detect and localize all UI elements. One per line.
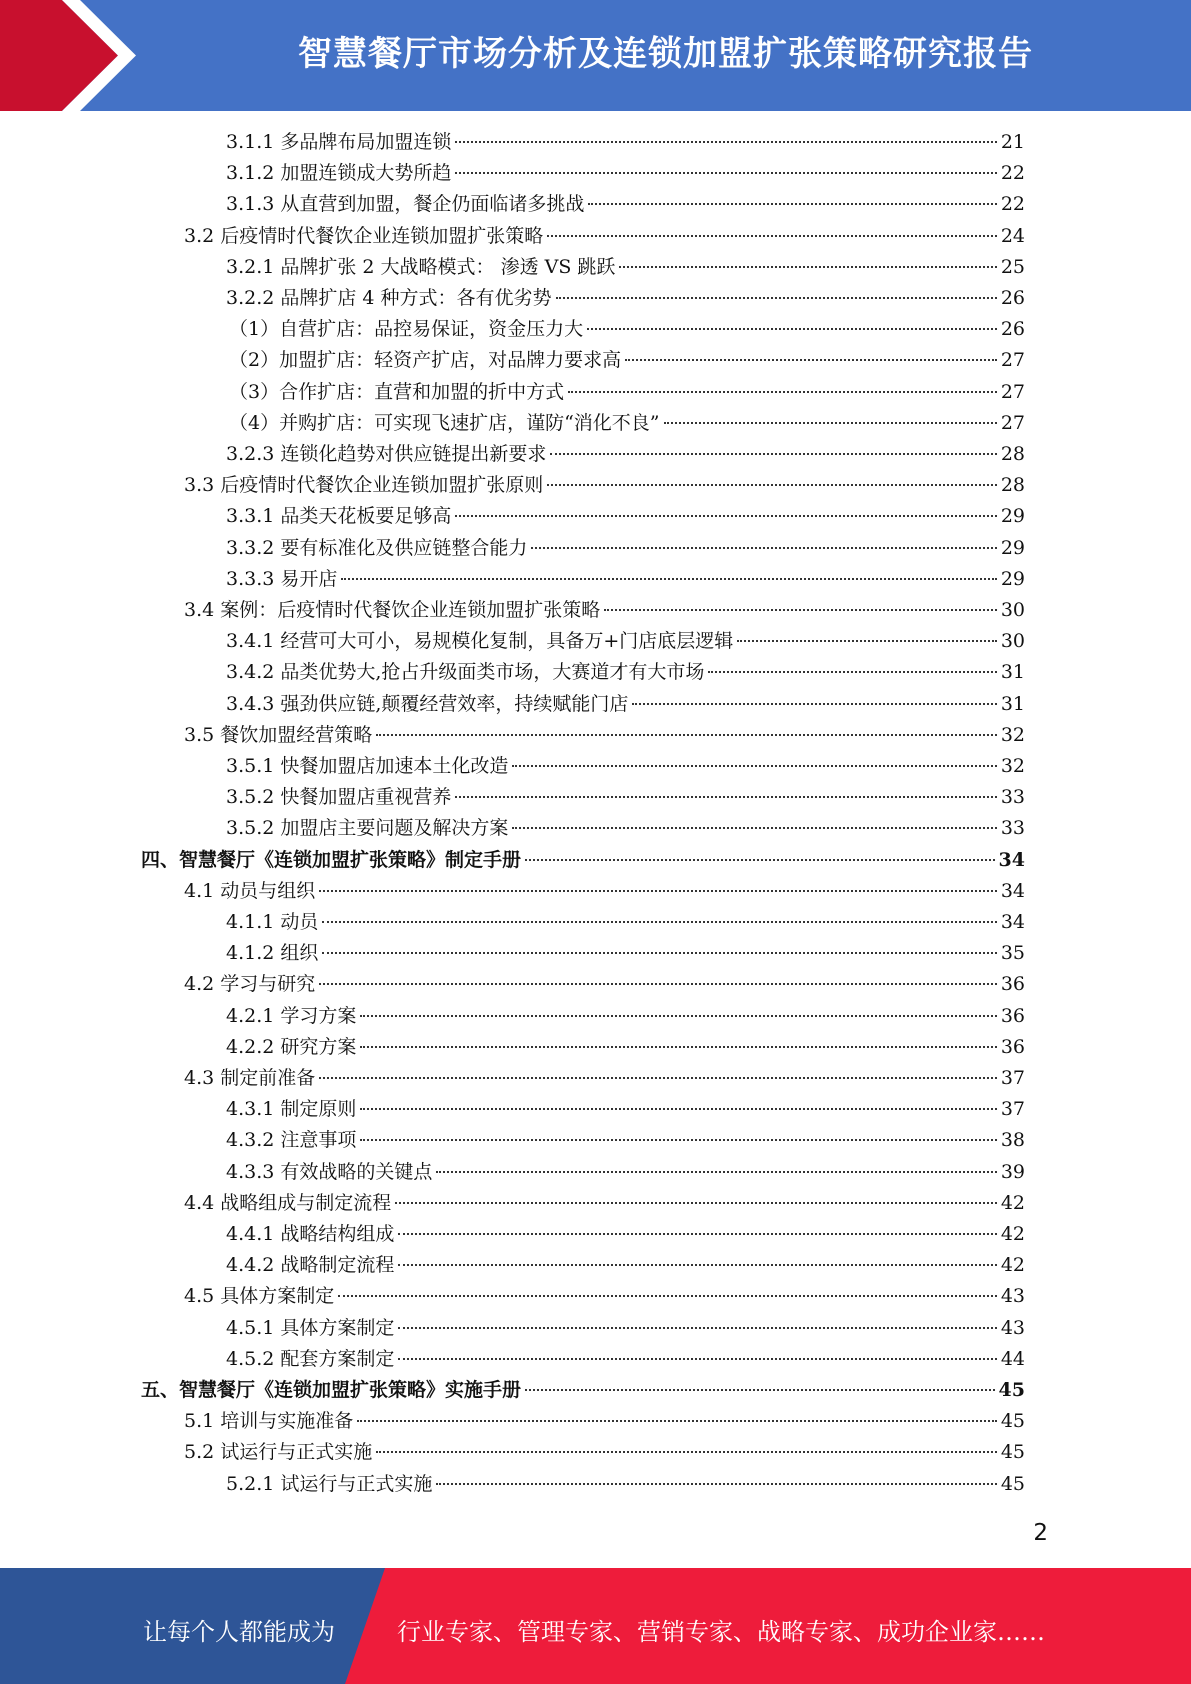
toc-entry-label: 3.4.2 品类优势大,抢占升级面类市场，大赛道才有大市场 (226, 661, 705, 684)
toc-entry-label: 3.5.2 快餐加盟店重视营养 (226, 786, 452, 809)
toc-leader-dots (398, 1327, 996, 1329)
toc-entry-label: （2）加盟扩店：轻资产扩店，对品牌力要求高 (229, 349, 622, 372)
toc-entry[interactable] (226, 252, 1025, 283)
toc-leader-dots (319, 890, 997, 892)
toc-leader-dots (525, 859, 995, 861)
toc-entry-label: 4.5.1 具体方案制定 (226, 1316, 395, 1339)
toc-entry-label: 4.4 战略组成与制定流程 (184, 1191, 392, 1214)
toc-entry-page: 27 (1000, 411, 1025, 434)
toc-entry-label: （3）合作扩店：直营和加盟的折中方式 (229, 380, 565, 403)
toc-entry-label: 3.2.1 品牌扩张 2 大战略模式： 渗透 VS 跳跃 (226, 255, 616, 278)
toc-entry[interactable] (229, 408, 1025, 439)
toc-leader-dots (512, 827, 996, 829)
toc-entry-page: 22 (1000, 162, 1025, 185)
toc-entry-page: 45 (1000, 1441, 1025, 1464)
toc-entry-label: 4.4.1 战略结构组成 (226, 1223, 395, 1245)
toc-entry[interactable] (226, 189, 1025, 220)
toc-entry-page: 33 (1000, 786, 1025, 809)
toc-entry[interactable] (226, 907, 1025, 938)
toc-entry-label: 4.3.2 注意事项 (226, 1129, 357, 1152)
toc-entry[interactable] (184, 720, 1025, 751)
toc-entry-page: 45 (1000, 1410, 1025, 1433)
toc-entry-page: 26 (1000, 318, 1025, 341)
toc-entry[interactable] (226, 689, 1025, 720)
toc-entry-label: 4.2 学习与研究 (184, 973, 316, 996)
toc-entry[interactable] (226, 782, 1025, 813)
toc-leader-dots (357, 1420, 997, 1422)
toc-entry-page: 35 (1000, 942, 1025, 965)
footer-slogan-right: 行业专家、管理专家、营销专家、战略专家、成功企业家…… (397, 1618, 1045, 1646)
toc-entry[interactable] (226, 1125, 1025, 1156)
toc-entry-label: 5.1 培训与实施准备 (184, 1410, 354, 1433)
toc-entry-label: 3.3.1 品类天花板要足够高 (226, 505, 452, 528)
toc-entry[interactable] (141, 1375, 1025, 1406)
toc-entry-label: 4.2.2 研究方案 (226, 1035, 357, 1058)
toc-entry-page: 45 (998, 1379, 1025, 1401)
toc-entry-page: 24 (1000, 224, 1025, 247)
toc-entry-page: 21 (1000, 131, 1025, 153)
toc-entry-page: 39 (1000, 1160, 1025, 1183)
toc-leader-dots (547, 235, 997, 237)
toc-entry-page: 32 (1000, 723, 1025, 746)
toc-leader-dots (737, 640, 997, 642)
toc-leader-dots (319, 1077, 997, 1079)
toc-entry-page: 44 (1000, 1347, 1025, 1370)
toc-entry-page: 38 (1000, 1129, 1025, 1152)
toc-leader-dots (455, 515, 996, 517)
toc-entry[interactable] (229, 377, 1025, 408)
toc-entry-page: 37 (1000, 1067, 1025, 1089)
toc-leader-dots (455, 796, 996, 798)
toc-entry-label: 4.2.1 学习方案 (226, 1004, 357, 1027)
toc-entry-page: 28 (1000, 474, 1025, 497)
toc-entry-label: 4.5.2 配套方案制定 (226, 1347, 395, 1370)
toc-entry-page: 42 (1000, 1254, 1025, 1277)
toc-entry-page: 32 (1000, 755, 1025, 777)
toc-leader-dots (625, 359, 997, 361)
toc-entry[interactable] (229, 345, 1025, 376)
toc-leader-dots (398, 1358, 996, 1360)
toc-entry-label: 4.1.2 组织 (226, 942, 319, 965)
toc-entry-label: 3.5.1 快餐加盟店加速本土化改造 (226, 755, 509, 777)
toc-entry[interactable] (184, 595, 1025, 626)
toc-entry[interactable] (226, 1250, 1025, 1281)
toc-entry[interactable] (226, 1032, 1025, 1063)
toc-leader-dots (436, 1483, 996, 1485)
toc-entry-label: 3.3.3 易开店 (226, 567, 338, 590)
toc-leader-dots (455, 172, 996, 174)
toc-entry-page: 34 (1000, 911, 1025, 933)
toc-leader-dots (376, 734, 997, 736)
toc-leader-dots (547, 484, 997, 486)
toc-entry[interactable] (184, 969, 1025, 1000)
toc-entry[interactable] (184, 1063, 1025, 1094)
toc-entry-page: 30 (1000, 630, 1025, 653)
toc-entry[interactable] (226, 1219, 1025, 1250)
toc-leader-dots (455, 141, 996, 143)
toc-leader-dots (395, 1202, 997, 1204)
toc-leader-dots (632, 703, 996, 705)
toc-entry-page: 36 (1000, 973, 1025, 996)
toc-entry[interactable] (226, 751, 1025, 782)
toc-entry[interactable] (226, 283, 1025, 314)
toc-entry-label: 3.2.2 品牌扩店 4 种方式：各有优劣势 (226, 287, 552, 309)
toc-entry-label: 3.1.1 多品牌布局加盟连锁 (226, 131, 452, 153)
header-band (0, 0, 1191, 111)
toc-entry[interactable] (226, 564, 1025, 595)
toc-entry[interactable] (184, 1406, 1025, 1437)
toc-entry-page: 43 (1000, 1285, 1025, 1308)
toc-entry-label: 4.5 具体方案制定 (184, 1285, 335, 1308)
toc-leader-dots (360, 1108, 996, 1110)
toc-leader-dots (360, 1046, 996, 1048)
toc-entry-label: 3.4.1 经营可大可小，易规模化复制，具备万+门店底层逻辑 (226, 630, 734, 653)
toc-leader-dots (664, 422, 997, 424)
toc-entry-page: 22 (1000, 193, 1025, 216)
toc-entry-page: 31 (1000, 661, 1025, 684)
toc-leader-dots (604, 609, 997, 611)
toc-entry[interactable] (226, 127, 1025, 158)
toc-entry[interactable] (226, 158, 1025, 189)
toc-entry-label: 3.2.3 连锁化趋势对供应链提出新要求 (226, 443, 547, 465)
toc-entry[interactable] (226, 1001, 1025, 1032)
toc-leader-dots (708, 671, 996, 673)
toc-entry-label: 4.3 制定前准备 (184, 1067, 316, 1089)
toc-entry-page: 45 (1000, 1472, 1025, 1495)
toc-leader-dots (360, 1139, 996, 1141)
toc-leader-dots (556, 297, 997, 299)
toc-entry-label: 4.4.2 战略制定流程 (226, 1254, 395, 1277)
toc-leader-dots (322, 921, 996, 923)
report-title: 智慧餐厅市场分析及连锁加盟扩张策略研究报告 (298, 34, 1033, 74)
toc-entry[interactable] (226, 1344, 1025, 1375)
toc-entry-page: 34 (1000, 879, 1025, 902)
toc-entry-label: 4.3.1 制定原则 (226, 1098, 357, 1121)
footer-band (0, 1568, 1191, 1684)
toc-entry[interactable] (226, 813, 1025, 844)
toc-entry-label: 3.4.3 强劲供应链,颠覆经营效率，持续赋能门店 (226, 692, 629, 715)
toc-entry-label: 3.3.2 要有标准化及供应链整合能力 (226, 536, 528, 559)
toc-entry[interactable] (226, 533, 1025, 564)
toc-entry[interactable] (184, 1437, 1025, 1468)
toc-entry-label: 3.4 案例：后疫情时代餐饮企业连锁加盟扩张策略 (184, 599, 601, 621)
toc-leader-dots (398, 1233, 996, 1235)
toc-entry[interactable] (226, 1157, 1025, 1188)
toc-entry[interactable] (226, 1313, 1025, 1344)
toc-entry-label: 3.3 后疫情时代餐饮企业连锁加盟扩张原则 (184, 474, 544, 497)
toc-entry[interactable] (184, 470, 1025, 501)
toc-leader-dots (338, 1295, 997, 1297)
toc-leader-dots (398, 1264, 996, 1266)
toc-entry[interactable] (226, 501, 1025, 532)
toc-entry[interactable] (229, 314, 1025, 345)
toc-leader-dots (376, 1451, 997, 1453)
toc-entry-page: 28 (1000, 443, 1025, 465)
toc-entry-label: 4.1 动员与组织 (184, 879, 316, 902)
toc-entry[interactable] (226, 626, 1025, 657)
toc-entry-label: （4）并购扩店：可实现飞速扩店，谨防“消化不良” (229, 411, 660, 434)
toc-leader-dots (512, 765, 996, 767)
toc-entry-page: 37 (1000, 1098, 1025, 1121)
toc-entry[interactable] (226, 938, 1025, 969)
footer-slogan-left: 让每个人都能成为 (143, 1618, 335, 1646)
toc-entry[interactable] (226, 439, 1025, 470)
toc-entry-page: 29 (1000, 505, 1025, 528)
toc-leader-dots (341, 578, 996, 580)
toc-leader-dots (619, 266, 996, 268)
toc-entry-label: （1）自营扩店：品控易保证，资金压力大 (229, 318, 584, 341)
toc-entry-page: 25 (1000, 255, 1025, 278)
toc-entry-page: 34 (998, 848, 1025, 871)
toc-entry-page: 31 (1000, 692, 1025, 715)
toc-entry-page: 36 (1000, 1035, 1025, 1058)
toc-leader-dots (568, 391, 997, 393)
toc-entry[interactable] (226, 1469, 1025, 1500)
toc-entry-label: 3.5.2 加盟店主要问题及解决方案 (226, 817, 509, 840)
toc-leader-dots (525, 1389, 995, 1391)
toc-entry[interactable] (184, 1281, 1025, 1312)
toc-entry-page: 42 (1000, 1223, 1025, 1245)
toc-entry-page: 33 (1000, 817, 1025, 840)
toc-leader-dots (436, 1171, 996, 1173)
toc-entry-page: 30 (1000, 599, 1025, 621)
toc-entry-label: 3.2 后疫情时代餐饮企业连锁加盟扩张策略 (184, 224, 544, 247)
toc-entry[interactable] (141, 845, 1025, 876)
toc-entry-label: 5.2.1 试运行与正式实施 (226, 1472, 433, 1495)
toc-entry[interactable] (184, 876, 1025, 907)
toc-entry-page: 27 (1000, 349, 1025, 372)
toc-entry-label: 4.1.1 动员 (226, 911, 319, 933)
toc-entry[interactable] (184, 221, 1025, 252)
toc-leader-dots (360, 1015, 996, 1017)
toc-entry-page: 26 (1000, 287, 1025, 309)
toc-entry-label: 4.3.3 有效战略的关键点 (226, 1160, 433, 1183)
page-number: 2 (1033, 1520, 1048, 1546)
toc-entry-page: 29 (1000, 536, 1025, 559)
toc-entry-label: 5.2 试运行与正式实施 (184, 1441, 373, 1464)
toc-leader-dots (319, 983, 997, 985)
toc-entry-label: 四、智慧餐厅《连锁加盟扩张策略》制定手册 (141, 848, 522, 871)
toc-entry-page: 27 (1000, 380, 1025, 403)
toc-leader-dots (322, 952, 996, 954)
toc-entry-page: 36 (1000, 1004, 1025, 1027)
toc-entry-label: 3.5 餐饮加盟经营策略 (184, 723, 373, 746)
toc-leader-dots (588, 203, 996, 205)
toc-entry-label: 3.1.3 从直营到加盟，餐企仍面临诸多挑战 (226, 193, 585, 216)
toc-entry[interactable] (226, 1094, 1025, 1125)
toc-entry-page: 43 (1000, 1316, 1025, 1339)
toc-entry-page: 42 (1000, 1191, 1025, 1214)
toc-entry[interactable] (226, 657, 1025, 688)
toc-entry[interactable] (184, 1188, 1025, 1219)
toc-leader-dots (550, 453, 996, 455)
toc-entry-label: 五、智慧餐厅《连锁加盟扩张策略》实施手册 (141, 1379, 522, 1401)
toc-leader-dots (587, 328, 997, 330)
toc-leader-dots (531, 547, 996, 549)
toc-entry-label: 3.1.2 加盟连锁成大势所趋 (226, 162, 452, 185)
toc-entry-page: 29 (1000, 567, 1025, 590)
